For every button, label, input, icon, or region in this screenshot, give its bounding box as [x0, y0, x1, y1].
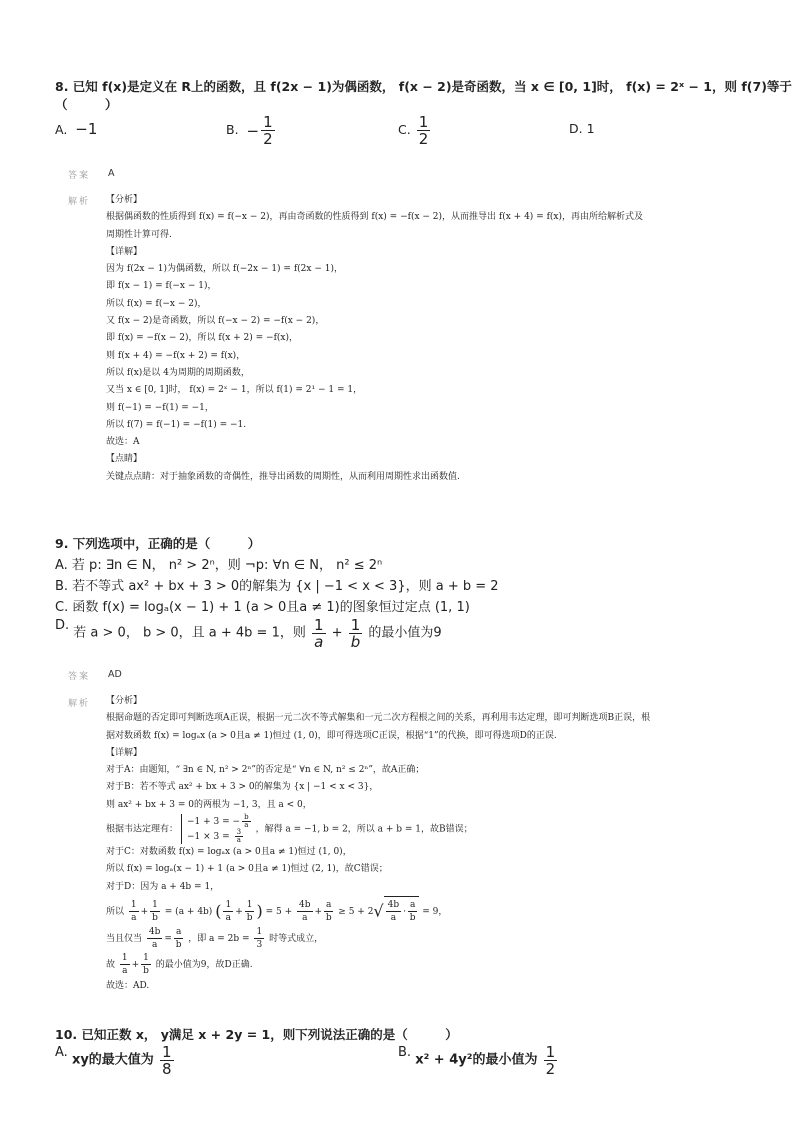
- q8-solution: 【分析】 根据偶函数的性质得到 f(x) = f(−x − 2)，再由奇函数的性质得到 f(x) = −f(x − 2)，从而推导出 f(x + 4) = f(x)，再由所给解析式及 周期性计算可得. 【详解】 因为 f(2x − 1)为偶函数，所以 f(−2x − 1) = f(2x − 1)， 即 f(x − 1) = f(−x − 1)， 所以 f(x) = f(−x − 2)， 又 f(x − 2)是奇函数，所以 f(−x − 2) = −f(x − 2)， 即 f(x) = −f(x − 2)，所以 f(x + 2) = −f(x)， 则 f(x + 4) = −f(x + 2) = f(x)， 所以 f(x)是以 4为周期的周期函数， 又当 x ∈ [0, 1]时， f(x) = 2ˣ − 1，所以 f(1) = 2¹ − 1 = 1， 则 f(−1) = −f(1) = −1， 所以 f(7) = f(−1) = −f(1) = −1. 故选：A 【点睛】 关键点点睛：对于抽象函数的奇偶性，推导出函数的周期性，从而利用周期性求出函数值.: [106, 195, 643, 482]
- fraction: $\frac{1}{8}$: [161, 1043, 172, 1078]
- q9-analysis-label: 解析: [68, 699, 91, 709]
- q8-option-c[interactable]: C. $\frac{1}{2}$: [398, 113, 429, 148]
- q9-option-b[interactable]: B. 若不等式 ax² + bx + 3 > 0的解集为 {x | −1 < x < 3}，则 a + b = 2: [55, 579, 499, 594]
- q10-option-b[interactable]: B. x² + 4y²的最小值为 $\frac{1}{2}$: [398, 1043, 556, 1078]
- q8-answer: A: [108, 168, 115, 179]
- q9-option-d[interactable]: D. 若 a > 0， b > 0，且 a + 4b = 1，则 $\frac{1}{a}$ + $\frac{1}{b}$ 的最小值为9: [55, 616, 442, 651]
- q10-option-a[interactable]: A. xy的最大值为 $\frac{1}{8}$: [55, 1043, 172, 1078]
- q8-option-a[interactable]: A. −1: [55, 120, 98, 138]
- q8-option-b[interactable]: B. − $\frac{1}{2}$: [226, 113, 273, 148]
- fraction: $\frac{1}{2}$: [263, 113, 273, 148]
- q8-stem: 8. 已知 f(x)是定义在 R上的函数，且 f(2x − 1)为偶函数， f(x − 2)是奇函数，当 x ∈ [0, 1]时， f(x) = 2ˣ − 1，则 f(7)等于: [55, 79, 792, 94]
- q8-analysis-label: 解析: [68, 197, 91, 207]
- q8-option-d[interactable]: D. 1: [569, 121, 595, 136]
- fraction: $\frac{1}{2}$: [545, 1043, 556, 1078]
- fraction: $\frac{1}{a}$: [313, 616, 324, 651]
- q9-option-c[interactable]: C. 函数 f(x) = logₐ(x − 1) + 1 (a > 0且a ≠ 1)的图象恒过定点 (1, 1): [55, 600, 470, 615]
- fraction: $\frac{1}{2}$: [418, 113, 429, 148]
- equation-system: −1 + 3 = − $\frac{b}{a}$ −1 × 3 = $\frac{3}{a}$: [181, 814, 253, 844]
- q9-option-a[interactable]: A. 若 p: ∃n ∈ N， n² > 2ⁿ，则 ¬p: ∀n ∈ N， n² ≤ 2ⁿ: [55, 558, 383, 573]
- q9-answer-label: 答案: [68, 672, 91, 682]
- fraction: $\frac{1}{b}$: [350, 616, 361, 651]
- q9-stem: 9. 下列选项中，正确的是（ ）: [55, 536, 261, 551]
- q8-answer-label: 答案: [68, 171, 91, 181]
- q9-answer: AD: [108, 669, 122, 680]
- q9-solution: 【分析】 根据命题的否定即可判断选项A正误，根据一元二次不等式解集和一元二次方程根之间的关系，再利用韦达定理，即可判断选项B正误，根 据对数函数 f(x) = logₐx (a > 0且a ≠ 1)恒过 (1, 0)，即可得选项C正误，根据“1”的代换，即可得选项D的正误. 【详解】 对于A：由题知，“ ∃n ∈ N, n² > 2ⁿ”的否定是“ ∀n ∈ N, n² ≤ 2ⁿ”，故A正确； 对于B：若不等式 ax² + bx + 3 > 0的解集为 {x | −1 < x < 3}， 则 ax² + bx + 3 = 0的两根为 −1, 3，且 a < 0， 根据韦达定理有： −1 + 3 = − $\frac{b}{a}$ −1 × 3 = $\frac{3}{a}$ ，解得 a = −1, b = 2，所以 a + b = 1，故B错误； 对于C：对数函数 f(x) = logₐx (a > 0且a ≠ 1)恒过 (1, 0)， 所以 f(x) = logₐ(x − 1) + 1 (a > 0且a ≠ 1)恒过 (2, 1)，故C错误； 对于D：因为 a + 4b = 1， 所以 $\frac{1}{a}$ + $\frac{1}{b}$ = (a + 4b) ( $\frac{1}{a}$ + $\frac{1}{b}$ ) = 5 + $\frac{4b}{a}$ + $\frac{a}{b}$ ≥ 5 + 2√ $\frac{4b}{a}$ · $\frac{a}{b}$ = 9， 当且仅当 $\frac{4b}{a}$ = $\frac{a}{b}$ ，即 a = 2b = $\frac{1}{3}$ 时等式成立， 故 $\frac{1}{a}$ + $\frac{1}{b}$ 的最小值为9，故D正确. 故选：AD.: [106, 696, 651, 991]
- q10-stem: 10. 已知正数 x， y满足 x + 2y = 1，则下列说法正确的是（ ）: [55, 1027, 458, 1042]
- q8-stem-blank: （ ）: [55, 97, 118, 112]
